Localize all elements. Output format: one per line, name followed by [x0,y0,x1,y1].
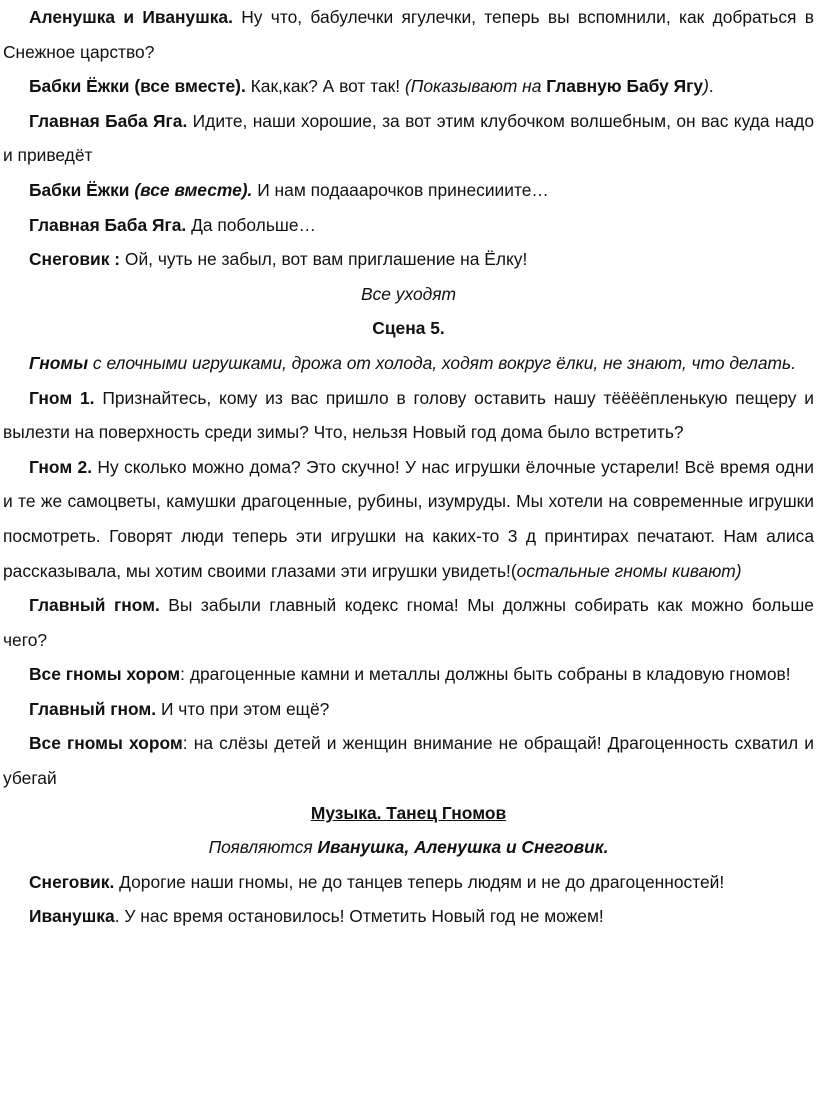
stage-direction-enter [3,830,814,865]
speaker-name: Иванушка [29,906,115,927]
line-text: Ну сколько можно дома? Это скучно! У нас игрушки ёлочные устарели! Всё время одни и те же самоцветы, камушки драгоценные, рубины, изумруды. Мы хотели на современные игрушки посмотреть. Говорят люди теперь эти игрушки на каких-то 3 д принтирах печатают. Нам алиса рассказывала, мы хотим своими глазами эти игрушки увидеть!( [3,456,814,581]
line-text: : драгоценные камни и металлы должны быть собраны в кладовую гномов! [180,664,791,685]
speaker-name: Все гномы хором [29,664,181,685]
stage-direction: остальные гномы кивают) [516,560,742,581]
speaker-note: (все вместе). [129,179,253,200]
paragraph-p2 [3,69,814,104]
paragraph-p12 [3,588,814,657]
stage-direction-name: Главную Бабу Ягу [546,76,704,97]
paragraph-p3 [3,104,814,173]
scene-heading: Сцена 5. [372,318,445,339]
line-text: И что при этом ещё? [156,698,330,719]
line-text: Ну что, бабулечки ягулечки, теперь вы вспомнили, как добраться в Снежное царство? [3,7,814,62]
paragraph-p9 [3,346,814,381]
paragraph-p15 [3,726,814,795]
paragraph-p6 [3,242,814,277]
speaker-name: Главный гном. [29,698,157,719]
line-text: Как,как? А вот так! [245,76,405,97]
speaker-name: Бабки Ёжки [29,179,130,200]
stage-direction: (Показывают на [404,76,547,97]
speaker-name: Аленушка и Иванушка. [29,7,233,27]
speaker-name: Главный гном. [29,595,160,616]
paragraph-p5 [3,208,814,243]
line-text: : на слёзы детей и женщин внимание не обращай! Драгоценность схватил и убегай [3,733,814,789]
speaker-name: Гном 1. [29,387,95,408]
paragraph-p4 [3,173,814,208]
stage-direction: с елочными игрушками, дрожа от холода, ходят вокруг ёлки, не знают, что делать. [88,352,796,373]
paragraph-p18 [3,865,814,900]
stage-direction-all-exit: Все уходят [360,283,457,304]
speaker-name: Гномы [29,352,89,373]
speaker-name: Главная Баба Яга. [29,214,187,235]
paragraph-p14 [3,692,814,727]
speaker-name: Главная Баба Яга. [29,110,188,131]
paragraph-p10 [3,381,814,450]
speaker-name: Гном 2. [29,456,93,477]
line-text: Идите, наши хорошие, за вот этим клубочком волшебным, он вас куда надо и приведёт [3,110,814,166]
line-text: Ой, чуть не забыл, вот вам приглашение на Ёлку! [120,249,528,270]
line-text: Вы забыли главный кодекс гнома! Мы должны собирать как можно больше чего? [3,595,814,650]
speaker-name: Снеговик. [29,871,115,892]
line-text: Да побольше… [186,214,316,235]
line-text: Признайтесь, кому из вас пришло в голову оставить нашу тёёёёпленькую пещеру и вылезти на поверхность среди зимы? Что, нельзя Новый год дома было встретить? [3,387,814,443]
line-text: . [708,76,714,97]
paragraph-p13 [3,657,814,692]
paragraph-p1 [3,0,814,69]
character-names: Иванушка, Аленушка и Снеговик. [317,837,609,858]
music-dance-heading: Музыка. Танец Гномов [310,802,507,823]
paragraph-p11 [3,450,814,588]
speaker-name: Бабки Ёжки (все вместе). [29,76,246,97]
speaker-name: Снеговик : [29,249,121,270]
stage-direction: ) [703,76,709,97]
line-text: И нам подааарочков принесииите… [252,179,549,200]
line-text: Дорогие наши гномы, не до танцев теперь людям и не до драгоценностей! [114,871,725,892]
speaker-name: Все гномы хором [29,733,183,754]
line-text: . У нас время остановилось! Отметить Новый год не можем! [114,906,604,927]
paragraph-p19 [3,899,814,934]
stage-direction: Появляются [208,837,318,858]
